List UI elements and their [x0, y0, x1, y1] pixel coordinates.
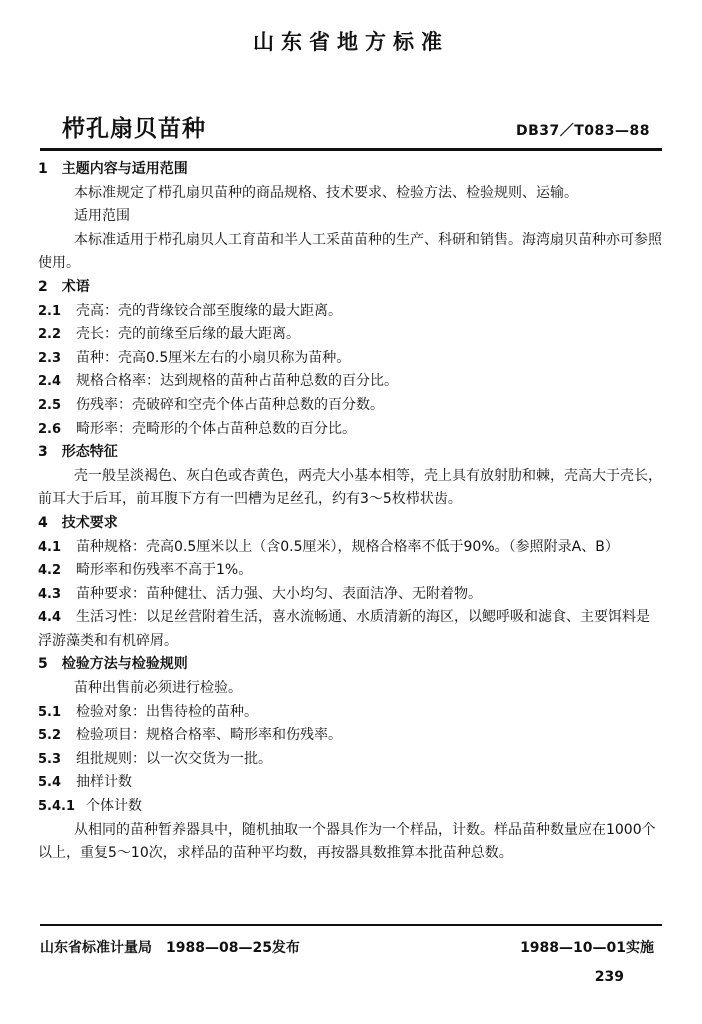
- clause-2-6: [38, 418, 662, 442]
- clause-text: 检验项目：规格合格率、畸形率和伤残率。: [76, 727, 342, 744]
- clause-2-2: [38, 323, 662, 347]
- clause-text: 苗种：壳高0.5厘米左右的小扇贝称为苗种。: [76, 349, 351, 366]
- clause-number: 2.6: [38, 421, 62, 437]
- clause-text: 壳高：壳的背缘铰合部至腹缘的最大距离。: [76, 302, 342, 319]
- section-1-scope-paragraph: 本标准适用于栉孔扇贝人工育苗和半人工采苗苗种的生产、科研和销售。海湾扇贝苗种亦可参照使用。: [38, 231, 662, 272]
- section-1-paragraph: 本标准规定了栉孔扇贝苗种的商品规格、技术要求、检验方法、检验规则、运输。: [74, 184, 578, 201]
- section-2-heading: 2 术语: [38, 278, 90, 295]
- clause-5-1: [38, 701, 662, 725]
- section-5-heading: 5 检验方法与检验规则: [38, 656, 188, 673]
- clause-4-4: [38, 606, 662, 653]
- implementation-date: 1988—10—01实施: [520, 940, 654, 956]
- clause-number: 2.5: [38, 397, 62, 413]
- clause-5-4: [38, 771, 662, 795]
- top-rule: [40, 148, 662, 151]
- clause-2-1: [38, 300, 662, 324]
- standard-code: DB37／T083—88: [515, 123, 650, 139]
- issue-info: 山东省标准计量局 1988—08—25发布: [40, 940, 300, 956]
- clause-4-1: [38, 536, 662, 560]
- clause-number: 4.1: [38, 539, 62, 555]
- section-1-heading: 1 主题内容与适用范围: [38, 161, 188, 177]
- clause-2-5: [38, 394, 662, 418]
- clause-text: 畸形率和伤残率不高于1%。: [76, 562, 253, 579]
- clause-number: 4.2: [38, 563, 62, 579]
- section-4-heading: 4 技术要求: [38, 514, 118, 531]
- clause-5-2: [38, 724, 662, 748]
- clause-text: 苗种规格：壳高0.5厘米以上（含0.5厘米），规格合格率不低于90%。（参照附录A、B）: [76, 538, 619, 555]
- clause-number: 5.3: [38, 751, 62, 767]
- clause-number: 5.4.1: [38, 799, 76, 815]
- section-1-subheading: 适用范围: [74, 208, 130, 225]
- clause-number: 2.1: [38, 303, 62, 319]
- clause-text: 壳长：壳的前缘至后缘的最大距离。: [76, 326, 300, 343]
- clause-number: 2.2: [38, 327, 62, 343]
- clause-2-4: [38, 370, 662, 394]
- clause-4-3: [38, 583, 662, 607]
- clause-number: 4.4: [38, 610, 62, 626]
- clause-text: 生活习性：以足丝营附着生活，喜水流畅通、水质清新的海区，以鳃呼吸和滤食、主要饵料是浮游藻类和有机碎屑。: [38, 609, 650, 649]
- clause-number: 2.4: [38, 374, 62, 390]
- clause-text: 规格合格率：达到规格的苗种占苗种总数的百分比。: [76, 373, 398, 390]
- page-number: 239: [594, 969, 624, 985]
- clause-text: 伤残率：壳破碎和空壳个体占苗种总数的百分数。: [76, 396, 384, 413]
- section-5-counting-paragraph: 从相同的苗种暂养器具中，随机抽取一个器具作为一个样品，计数。样品苗种数量应在1000个以上，重复5～10次，求样品的苗种平均数，再按器具数推算本批苗种总数。: [38, 821, 656, 862]
- clause-text: 苗种要求：苗种健壮、活力强、大小均匀、表面洁净、无附着物。: [76, 585, 482, 602]
- clause-text: 个体计数: [86, 798, 142, 815]
- section-5-paragraph: 苗种出售前必须进行检验。: [74, 680, 242, 697]
- bottom-rule: [40, 924, 662, 926]
- clause-5-4-1: [38, 795, 662, 819]
- section-3-paragraph: 壳一般呈淡褐色、灰白色或杏黄色，两壳大小基本相等，壳上具有放射肋和棘，壳高大于壳长，前耳大于后耳，前耳腹下方有一凹槽为足丝孔，约有3～5枚栉状齿。: [38, 467, 662, 508]
- clause-text: 组批规则：以一次交货为一批。: [76, 750, 272, 767]
- clause-number: 4.3: [38, 586, 62, 602]
- clause-text: 检验对象：出售待检的苗种。: [76, 703, 258, 720]
- clause-number: 5.1: [38, 704, 62, 720]
- document-body: [38, 158, 662, 866]
- clause-number: 5.2: [38, 728, 62, 744]
- header-title: 山东省地方标准: [253, 30, 449, 54]
- section-3-heading: 3 形态特征: [38, 444, 118, 461]
- clause-number: 5.4: [38, 775, 62, 791]
- clause-5-3: [38, 748, 662, 772]
- clause-2-3: [38, 347, 662, 371]
- clause-4-2: [38, 559, 662, 583]
- standard-title: 栉孔扇贝苗种: [62, 116, 206, 142]
- clause-number: 2.3: [38, 350, 62, 366]
- clause-text: 抽样计数: [76, 774, 132, 791]
- clause-text: 畸形率：壳畸形的个体占苗种总数的百分比。: [76, 420, 356, 437]
